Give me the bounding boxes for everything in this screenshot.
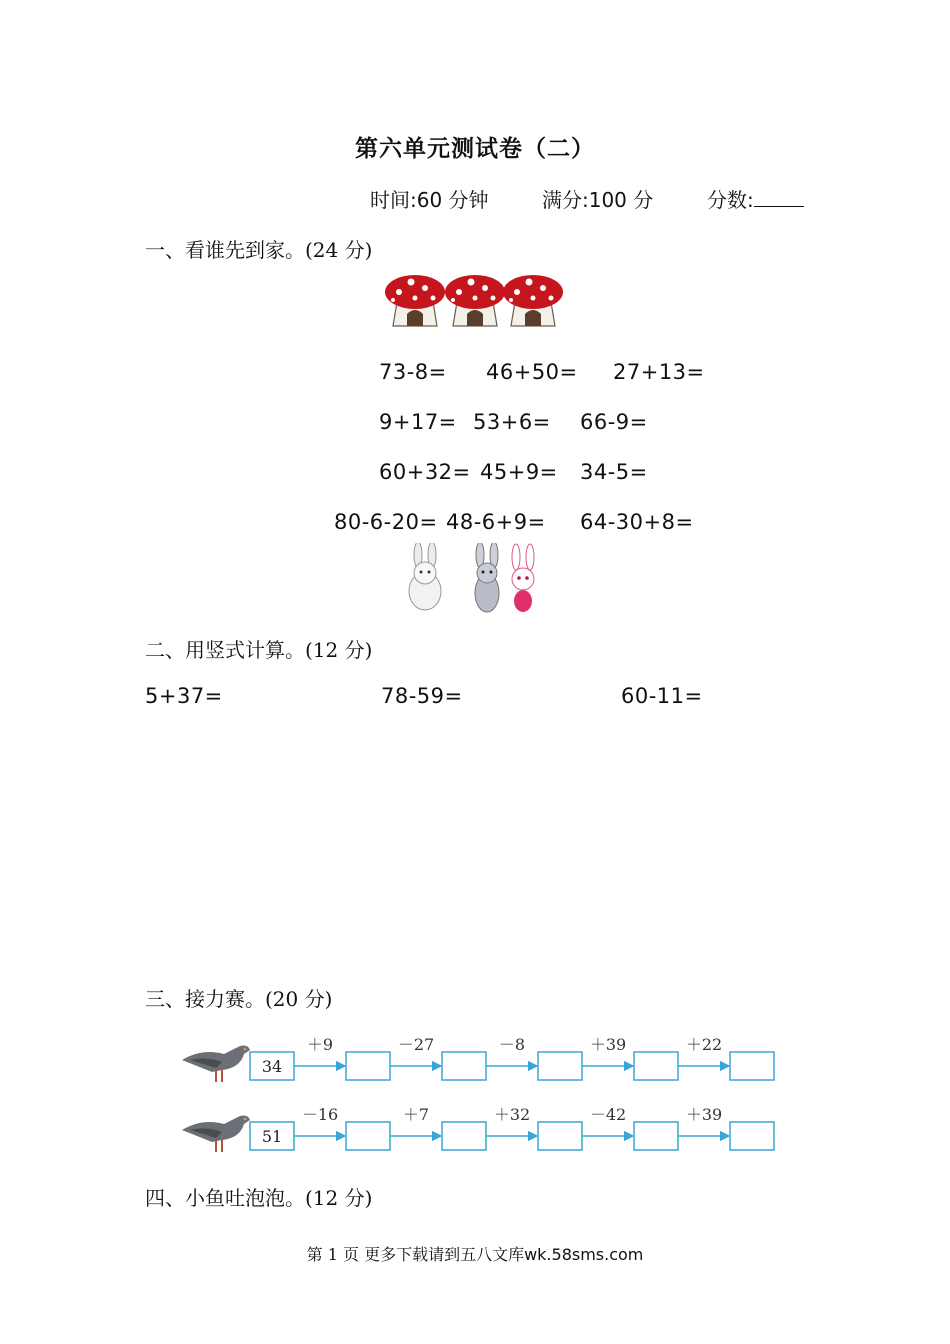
section3-heading: 三、接力赛。(20 分) <box>145 987 333 1011</box>
vertical-calc-item: 78-59= <box>381 684 463 708</box>
mushroom-houses-image <box>385 268 565 330</box>
expression: 46+50= <box>486 360 578 384</box>
vertical-calc-item: 60-11= <box>621 684 703 708</box>
operation-label: －42 <box>589 1105 627 1124</box>
answer-box[interactable] <box>442 1122 486 1150</box>
operation-label: ＋22 <box>685 1035 723 1054</box>
rabbit-icon <box>475 543 499 612</box>
expression: 80-6-20= <box>334 510 438 534</box>
section1-heading: 一、看谁先到家。(24 分) <box>145 238 373 262</box>
score-blank[interactable] <box>754 188 804 207</box>
expression: 53+6= <box>473 410 551 434</box>
expression: 45+9= <box>480 460 558 484</box>
section3-score: (20 分) <box>265 987 333 1011</box>
page-footer <box>0 1242 950 1265</box>
footer-text: 更多下载请到五八文库 <box>364 1245 525 1264</box>
operation-label: ＋7 <box>402 1105 430 1124</box>
expression: 34-5= <box>580 460 648 484</box>
rabbits-image <box>400 543 550 618</box>
section2-score: (12 分) <box>305 638 373 662</box>
footer-page: 第 1 页 <box>306 1245 359 1264</box>
rabbit-icon <box>409 543 441 610</box>
section4-heading: 四、小鱼吐泡泡。(12 分) <box>145 1186 373 1210</box>
answer-box[interactable] <box>730 1052 774 1080</box>
section1-score: (24 分) <box>305 238 373 262</box>
operation-label: ＋39 <box>589 1035 627 1054</box>
expression: 9+17= <box>379 410 457 434</box>
operation-label: －27 <box>397 1035 435 1054</box>
answer-box[interactable] <box>538 1122 582 1150</box>
mushroom-house-icon <box>385 275 445 326</box>
full-score-label: 满分:100 分 <box>542 188 654 212</box>
expression: 66-9= <box>580 410 648 434</box>
operation-label: －8 <box>498 1035 526 1054</box>
answer-box[interactable] <box>634 1122 678 1150</box>
expression: 27+13= <box>613 360 705 384</box>
pigeon-icon <box>182 1046 250 1083</box>
answer-box[interactable] <box>634 1052 678 1080</box>
time-label: 时间:60 分钟 <box>370 188 489 212</box>
expression: 60+32= <box>379 460 471 484</box>
expression: 48-6+9= <box>446 510 546 534</box>
mushroom-house-icon <box>503 275 563 326</box>
operation-label: ＋9 <box>306 1035 334 1054</box>
relay-chains <box>180 1030 780 1165</box>
section2-heading: 二、用竖式计算。(12 分) <box>145 638 373 662</box>
answer-box[interactable] <box>538 1052 582 1080</box>
operation-label: ＋32 <box>493 1105 531 1124</box>
vertical-calc-item: 5+37= <box>145 684 223 708</box>
expression: 64-30+8= <box>580 510 694 534</box>
footer-site-link[interactable]: wk.58sms.com <box>524 1245 644 1264</box>
section4-score: (12 分) <box>305 1186 373 1210</box>
operation-label: －16 <box>301 1105 339 1124</box>
answer-box[interactable] <box>346 1052 390 1080</box>
pigeon-icon <box>182 1116 250 1153</box>
start-number: 51 <box>261 1127 283 1146</box>
mushroom-house-icon <box>445 275 505 326</box>
answer-box[interactable] <box>730 1122 774 1150</box>
score-field <box>707 184 804 213</box>
answer-box[interactable] <box>442 1052 486 1080</box>
operation-label: ＋39 <box>685 1105 723 1124</box>
start-number: 34 <box>261 1057 283 1076</box>
expression: 73-8= <box>379 360 447 384</box>
rabbit-icon <box>512 544 534 612</box>
answer-box[interactable] <box>346 1122 390 1150</box>
score-label: 分数: <box>707 188 754 212</box>
page-title: 第六单元测试卷（二） <box>355 135 595 162</box>
